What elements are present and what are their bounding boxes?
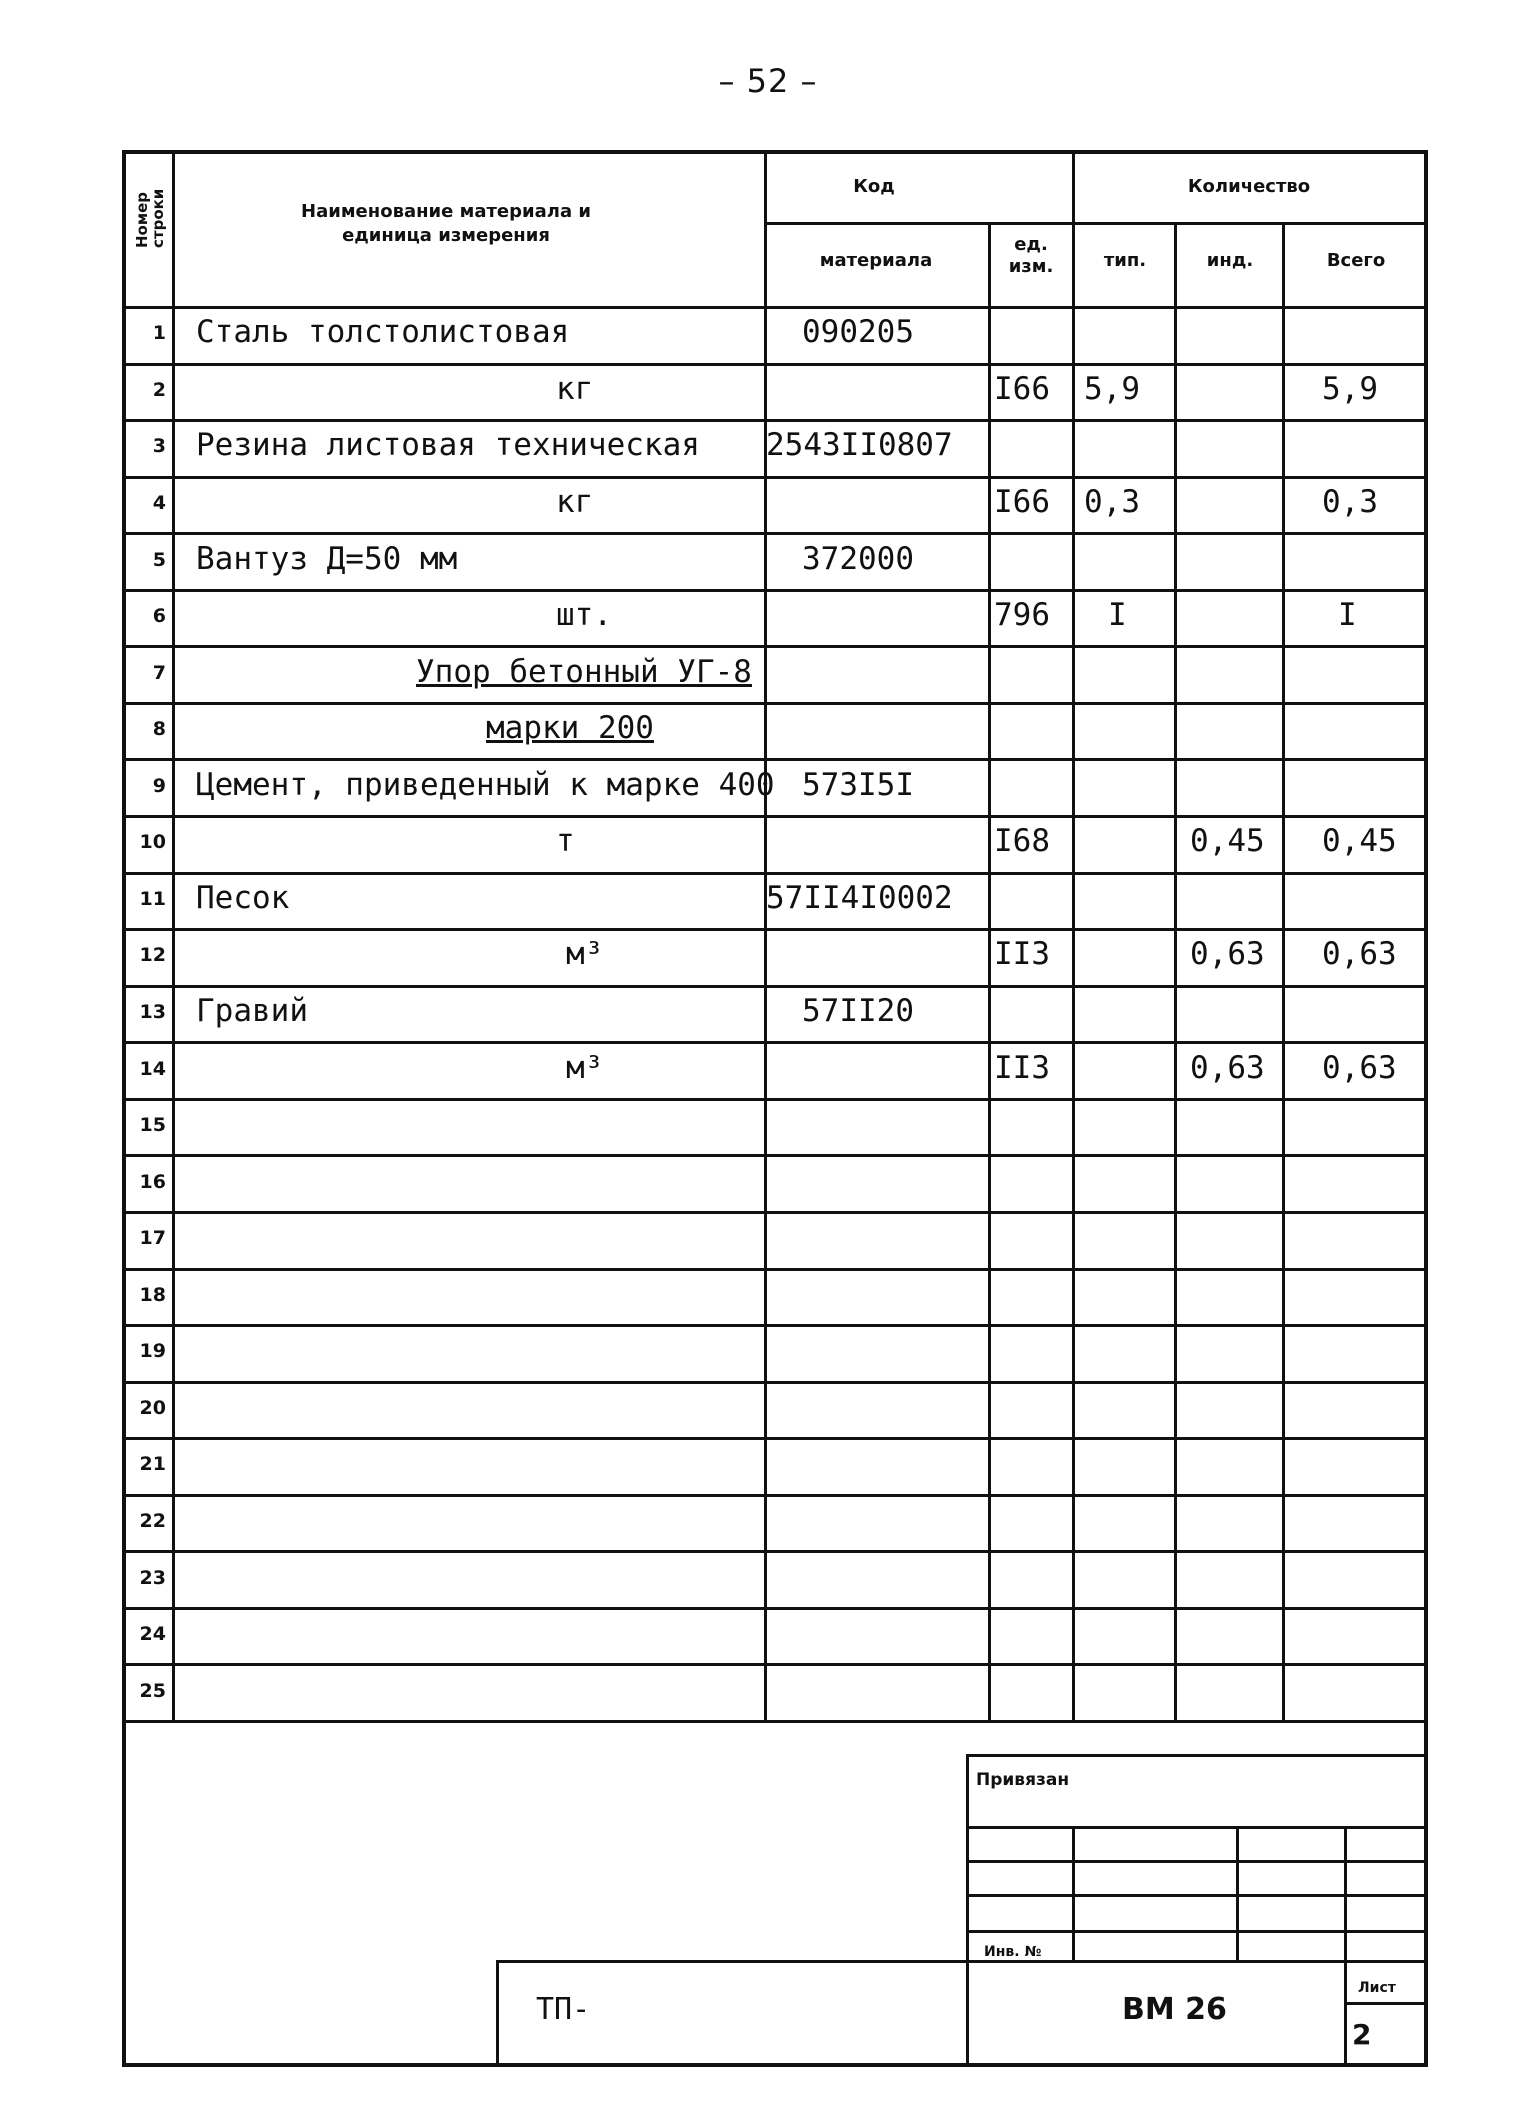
row-number: 9 xyxy=(152,774,166,797)
grid-line xyxy=(496,1960,1424,1963)
grid-line xyxy=(496,1960,499,2063)
grid-line xyxy=(126,645,1424,648)
grid-line xyxy=(126,1154,1424,1157)
row-number: 6 xyxy=(152,605,166,628)
grid-line xyxy=(126,985,1424,988)
material-name: Вантуз Д=50 мм xyxy=(196,540,458,577)
grid-line xyxy=(126,1211,1424,1214)
grid-line xyxy=(126,419,1424,422)
grid-line xyxy=(126,476,1424,479)
grid-line xyxy=(126,872,1424,875)
material-code: 372000 xyxy=(802,540,914,577)
header-code-group: Код xyxy=(853,176,895,197)
grid-line xyxy=(126,1324,1424,1327)
material-name: Гравий xyxy=(196,993,308,1029)
row-number: 24 xyxy=(139,1623,166,1646)
row-number: 13 xyxy=(139,1001,166,1023)
material-name: Упор бетонный УГ-8 xyxy=(416,653,752,690)
grid-line xyxy=(764,222,1424,225)
row-number: 25 xyxy=(139,1679,166,1702)
grid-line xyxy=(966,1930,1424,1933)
qty-typ: 0,3 xyxy=(1084,483,1140,520)
row-number: 19 xyxy=(139,1340,166,1363)
grid-line xyxy=(126,1494,1424,1497)
material-name: м³ xyxy=(566,1049,604,1086)
grid-line xyxy=(126,1720,1424,1723)
grid-line xyxy=(966,1754,1424,1757)
qty-total: 0,63 xyxy=(1322,1049,1397,1086)
grid-line xyxy=(1072,154,1075,1720)
header-qty-total: Всего xyxy=(1326,250,1386,271)
grid-line xyxy=(966,1754,969,2063)
sheet-label: Лист xyxy=(1358,1980,1396,1996)
grid-line xyxy=(126,1663,1424,1666)
unit-code: II3 xyxy=(994,1049,1050,1086)
header-qty-typ: тип. xyxy=(1103,250,1147,271)
grid-line xyxy=(126,1098,1424,1101)
row-number: 22 xyxy=(139,1510,166,1533)
material-name: шт. xyxy=(556,597,612,634)
grid-line xyxy=(126,928,1424,931)
unit-code: II3 xyxy=(994,936,1050,973)
header-quantity-group: Количество xyxy=(1187,176,1311,197)
qty-typ: I xyxy=(1108,597,1127,634)
material-code: 57II20 xyxy=(802,993,914,1029)
grid-line xyxy=(966,1860,1424,1863)
grid-line xyxy=(126,1607,1424,1610)
row-number: 14 xyxy=(139,1057,166,1080)
drawing-designation: ВМ 26 xyxy=(1122,1992,1227,2027)
row-number: 8 xyxy=(152,718,166,741)
row-number: 2 xyxy=(152,378,166,401)
row-number: 23 xyxy=(139,1566,166,1589)
qty-total: 0,45 xyxy=(1322,823,1397,860)
grid-line xyxy=(172,154,175,1720)
header-code-material: материала xyxy=(819,250,933,271)
qty-ind: 0,63 xyxy=(1190,936,1265,973)
material-name: кг xyxy=(556,483,594,520)
material-code: 2543II0807 xyxy=(766,427,953,464)
row-number: 1 xyxy=(152,322,166,345)
material-name: Резина листовая техническая xyxy=(196,427,700,464)
qty-total: 5,9 xyxy=(1322,370,1378,407)
row-number: 10 xyxy=(139,831,166,854)
material-name: т xyxy=(556,823,575,860)
grid-line xyxy=(126,1268,1424,1271)
qty-typ: 5,9 xyxy=(1084,370,1140,407)
grid-line xyxy=(126,815,1424,818)
page-number: – 52 – xyxy=(718,62,818,100)
unit-code: 796 xyxy=(994,597,1050,634)
grid-line xyxy=(1344,1826,1347,2063)
grid-line xyxy=(126,758,1424,761)
row-number: 21 xyxy=(139,1453,166,1476)
grid-line xyxy=(126,702,1424,705)
header-qty-ind: инд. xyxy=(1206,250,1254,271)
qty-total: 0,63 xyxy=(1322,936,1397,973)
material-name: Цемент, приведенный к марке 400 xyxy=(196,766,775,803)
grid-line xyxy=(1344,2002,1424,2005)
row-number: 3 xyxy=(152,435,166,458)
row-number: 7 xyxy=(152,661,166,684)
material-name: м³ xyxy=(566,936,604,973)
row-number: 5 xyxy=(152,548,166,571)
material-name: Песок xyxy=(196,879,290,916)
grid-line xyxy=(126,1041,1424,1044)
grid-line xyxy=(966,1894,1424,1897)
row-number: 16 xyxy=(139,1170,166,1193)
row-number: 18 xyxy=(139,1283,166,1306)
header-code-unit: ед. изм. xyxy=(1008,234,1054,277)
inv-number-label: Инв. № xyxy=(984,1944,1042,1960)
specification-sheet xyxy=(122,150,1428,2067)
material-name: марки 200 xyxy=(486,710,654,747)
project-code: ТП- xyxy=(536,1992,591,2027)
grid-line xyxy=(1174,222,1177,1720)
grid-line xyxy=(126,363,1424,366)
grid-line xyxy=(126,1437,1424,1440)
header-name: Наименование материала и единица измерения xyxy=(301,201,591,246)
material-name: Сталь толстолистовая xyxy=(196,314,570,351)
header-row-number: Номер строки xyxy=(133,188,167,248)
grid-line xyxy=(126,1550,1424,1553)
unit-code: I66 xyxy=(994,370,1050,407)
grid-line xyxy=(1072,1826,1075,1960)
qty-total: 0,3 xyxy=(1322,483,1378,520)
sheet-number: 2 xyxy=(1352,2018,1372,2051)
qty-total: I xyxy=(1338,597,1357,634)
grid-line xyxy=(764,154,767,1720)
material-code: 090205 xyxy=(802,314,914,351)
grid-line xyxy=(1236,1826,1239,1960)
grid-line xyxy=(126,306,1424,309)
row-number: 11 xyxy=(139,887,166,910)
row-number: 4 xyxy=(152,491,166,514)
row-number: 20 xyxy=(139,1396,166,1419)
material-code: 573I5I xyxy=(802,766,914,803)
grid-line xyxy=(126,1381,1424,1384)
material-code: 57II4I0002 xyxy=(766,879,953,916)
row-number: 15 xyxy=(139,1114,166,1137)
unit-code: I68 xyxy=(994,823,1050,860)
grid-line xyxy=(126,589,1424,592)
qty-ind: 0,63 xyxy=(1190,1049,1265,1086)
qty-ind: 0,45 xyxy=(1190,823,1265,860)
grid-line xyxy=(988,222,991,1720)
row-number: 17 xyxy=(139,1227,166,1250)
grid-line xyxy=(966,1826,1424,1829)
grid-line xyxy=(126,532,1424,535)
row-number: 12 xyxy=(139,944,166,967)
grid-line xyxy=(1282,222,1285,1720)
material-name: кг xyxy=(556,370,594,407)
unit-code: I66 xyxy=(994,483,1050,520)
bound-label: Привязан xyxy=(976,1770,1070,1790)
